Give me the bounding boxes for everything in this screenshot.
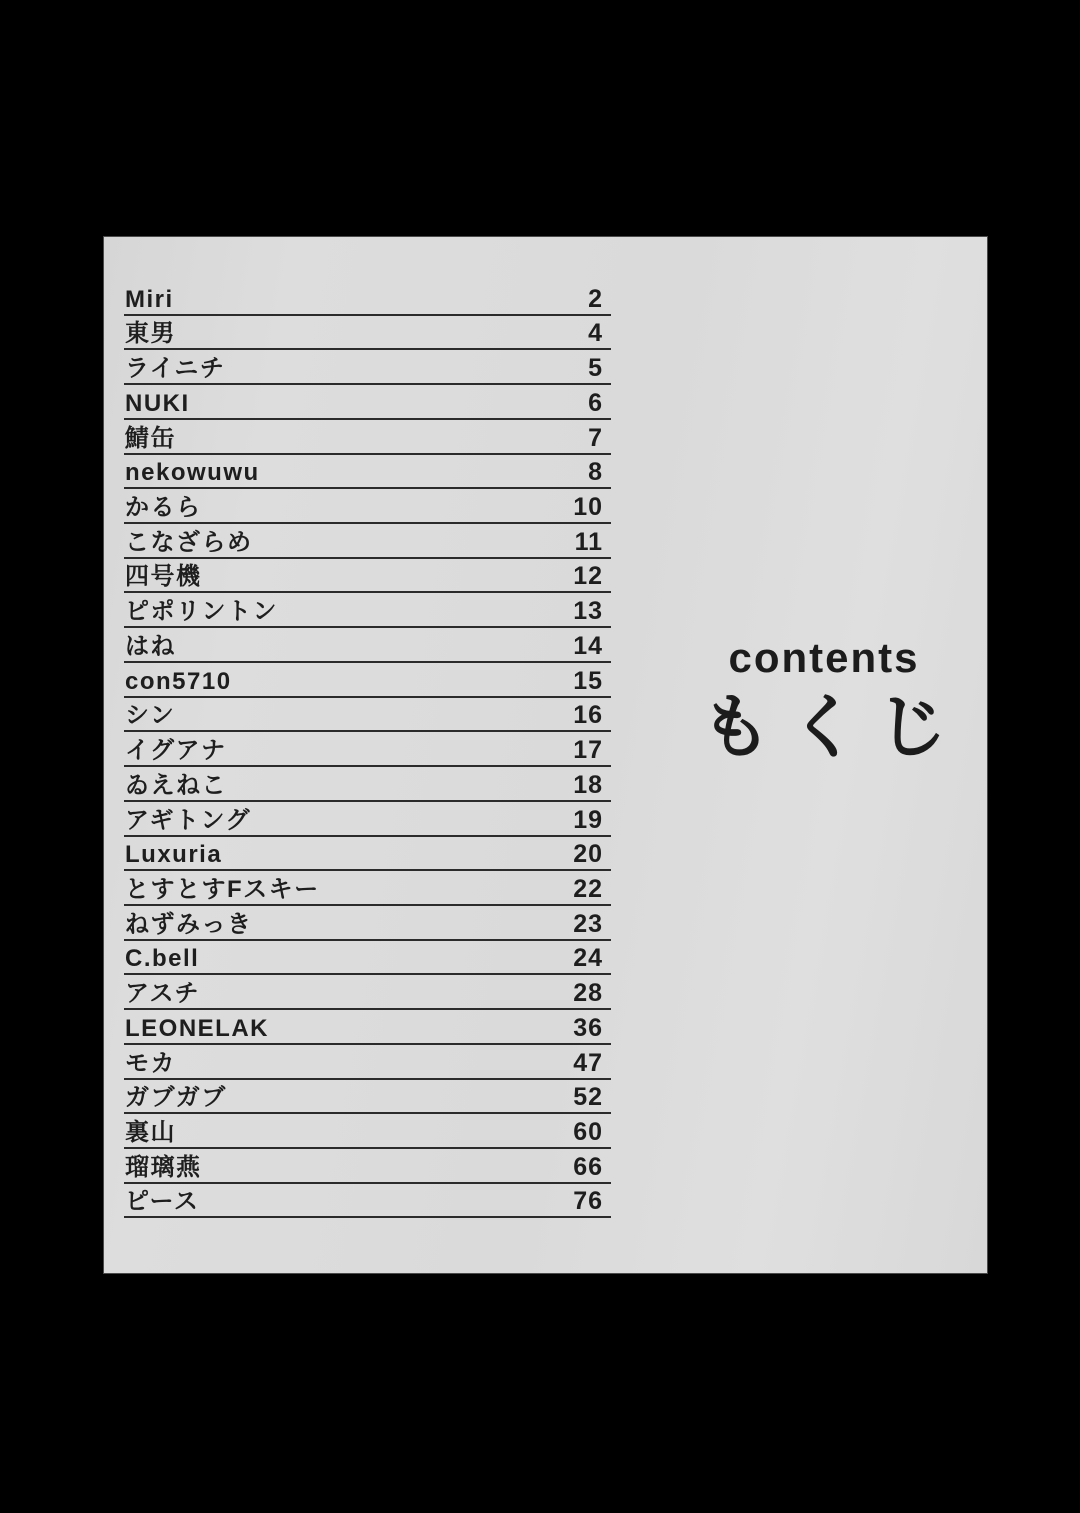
toc-entry-name: ピース — [125, 1188, 200, 1216]
toc-entry — [124, 698, 611, 733]
toc-entry — [124, 732, 611, 767]
toc-entry — [124, 663, 611, 698]
toc-entry — [124, 489, 611, 524]
toc-entry-page: 6 — [588, 388, 603, 417]
toc-entry-name: はね — [125, 632, 176, 660]
toc-entry-page: 47 — [573, 1048, 603, 1077]
toc-entry — [124, 1080, 611, 1115]
toc-entry-name: con5710 — [125, 667, 232, 695]
toc-entry-page: 15 — [573, 666, 603, 695]
toc-entry — [124, 1045, 611, 1080]
toc-entry-name: 瑠璃燕 — [125, 1153, 202, 1181]
toc-entry-name: NUKI — [125, 389, 190, 417]
toc-entry-name: ガブガブ — [125, 1084, 227, 1112]
toc-entry — [124, 1184, 611, 1219]
toc-entry — [124, 316, 611, 351]
toc-entry-page: 18 — [573, 770, 603, 799]
toc-entry-name: ねずみっき — [125, 910, 253, 938]
toc-entry — [124, 941, 611, 976]
toc-entry-name: 裏山 — [125, 1118, 176, 1146]
toc-entry-name: イグアナ — [125, 737, 227, 765]
toc-entry — [124, 628, 611, 663]
toc-entry — [124, 1149, 611, 1184]
toc-entry-page: 5 — [588, 354, 603, 383]
toc-entry-page: 12 — [573, 562, 603, 591]
toc-entry — [124, 837, 611, 872]
toc-entry — [124, 559, 611, 594]
toc-entry — [124, 385, 611, 420]
toc-entry-name: Miri — [125, 285, 174, 313]
toc-entry-name: 鯖缶 — [125, 424, 176, 452]
toc-entry-name: かるら — [125, 494, 202, 522]
toc-list — [124, 281, 611, 1218]
toc-entry-page: 60 — [573, 1117, 603, 1146]
contents-page — [104, 237, 987, 1273]
toc-entry — [124, 1114, 611, 1149]
toc-entry — [124, 906, 611, 941]
toc-entry — [124, 281, 611, 316]
toc-entry — [124, 524, 611, 559]
toc-entry — [124, 593, 611, 628]
toc-entry-page: 52 — [573, 1083, 603, 1112]
contents-title-en: contents — [728, 634, 920, 681]
toc-entry-name: LEONELAK — [125, 1014, 269, 1042]
toc-entry-page: 10 — [573, 493, 603, 522]
toc-entry-page: 14 — [573, 631, 603, 660]
toc-entry-page: 28 — [573, 979, 603, 1008]
toc-entry-page: 8 — [588, 458, 603, 487]
toc-entry-page: 7 — [588, 423, 603, 452]
toc-entry-name: モカ — [125, 1049, 176, 1077]
toc-entry-page: 76 — [573, 1187, 603, 1216]
toc-entry — [124, 871, 611, 906]
toc-entry-page: 2 — [588, 284, 603, 313]
toc-entry — [124, 350, 611, 385]
toc-entry-name: シン — [125, 702, 176, 730]
toc-entry-name: こなざらめ — [125, 528, 253, 556]
toc-entry-name: 東男 — [125, 320, 176, 348]
toc-entry — [124, 455, 611, 490]
toc-entry-page: 11 — [574, 527, 603, 556]
toc-entry-name: nekowuwu — [125, 459, 260, 487]
toc-entry — [124, 420, 611, 455]
toc-entry-page: 24 — [573, 944, 603, 973]
toc-entry — [124, 802, 611, 837]
title-block — [573, 631, 1074, 767]
toc-entry-page: 19 — [573, 805, 603, 834]
toc-entry-page: 23 — [573, 909, 603, 938]
toc-entry — [124, 1010, 611, 1045]
toc-entry-name: アギトング — [125, 806, 252, 834]
toc-entry-name: ピポリントン — [125, 598, 278, 626]
toc-entry-name: ライニチ — [125, 355, 226, 383]
toc-entry — [124, 767, 611, 802]
contents-title-jp: もくじ — [701, 688, 965, 767]
toc-entry — [124, 975, 611, 1010]
toc-entry-page: 20 — [573, 840, 603, 869]
toc-entry-name: とすとすFスキー — [125, 875, 320, 903]
toc-entry-page: 16 — [573, 701, 603, 730]
toc-entry-name: アスチ — [125, 980, 201, 1008]
toc-entry-page: 36 — [573, 1013, 603, 1042]
toc-entry-page: 4 — [588, 319, 603, 348]
toc-entry-name: 四号機 — [125, 563, 202, 591]
toc-entry-page: 66 — [573, 1152, 603, 1181]
toc-entry-page: 17 — [573, 736, 603, 765]
toc-entry-name: C.bell — [125, 945, 200, 973]
toc-entry-page: 13 — [573, 597, 603, 626]
toc-entry-name: ゐえねこ — [125, 771, 227, 799]
toc-entry-page: 22 — [573, 874, 603, 903]
toc-entry-name: Luxuria — [125, 841, 223, 869]
